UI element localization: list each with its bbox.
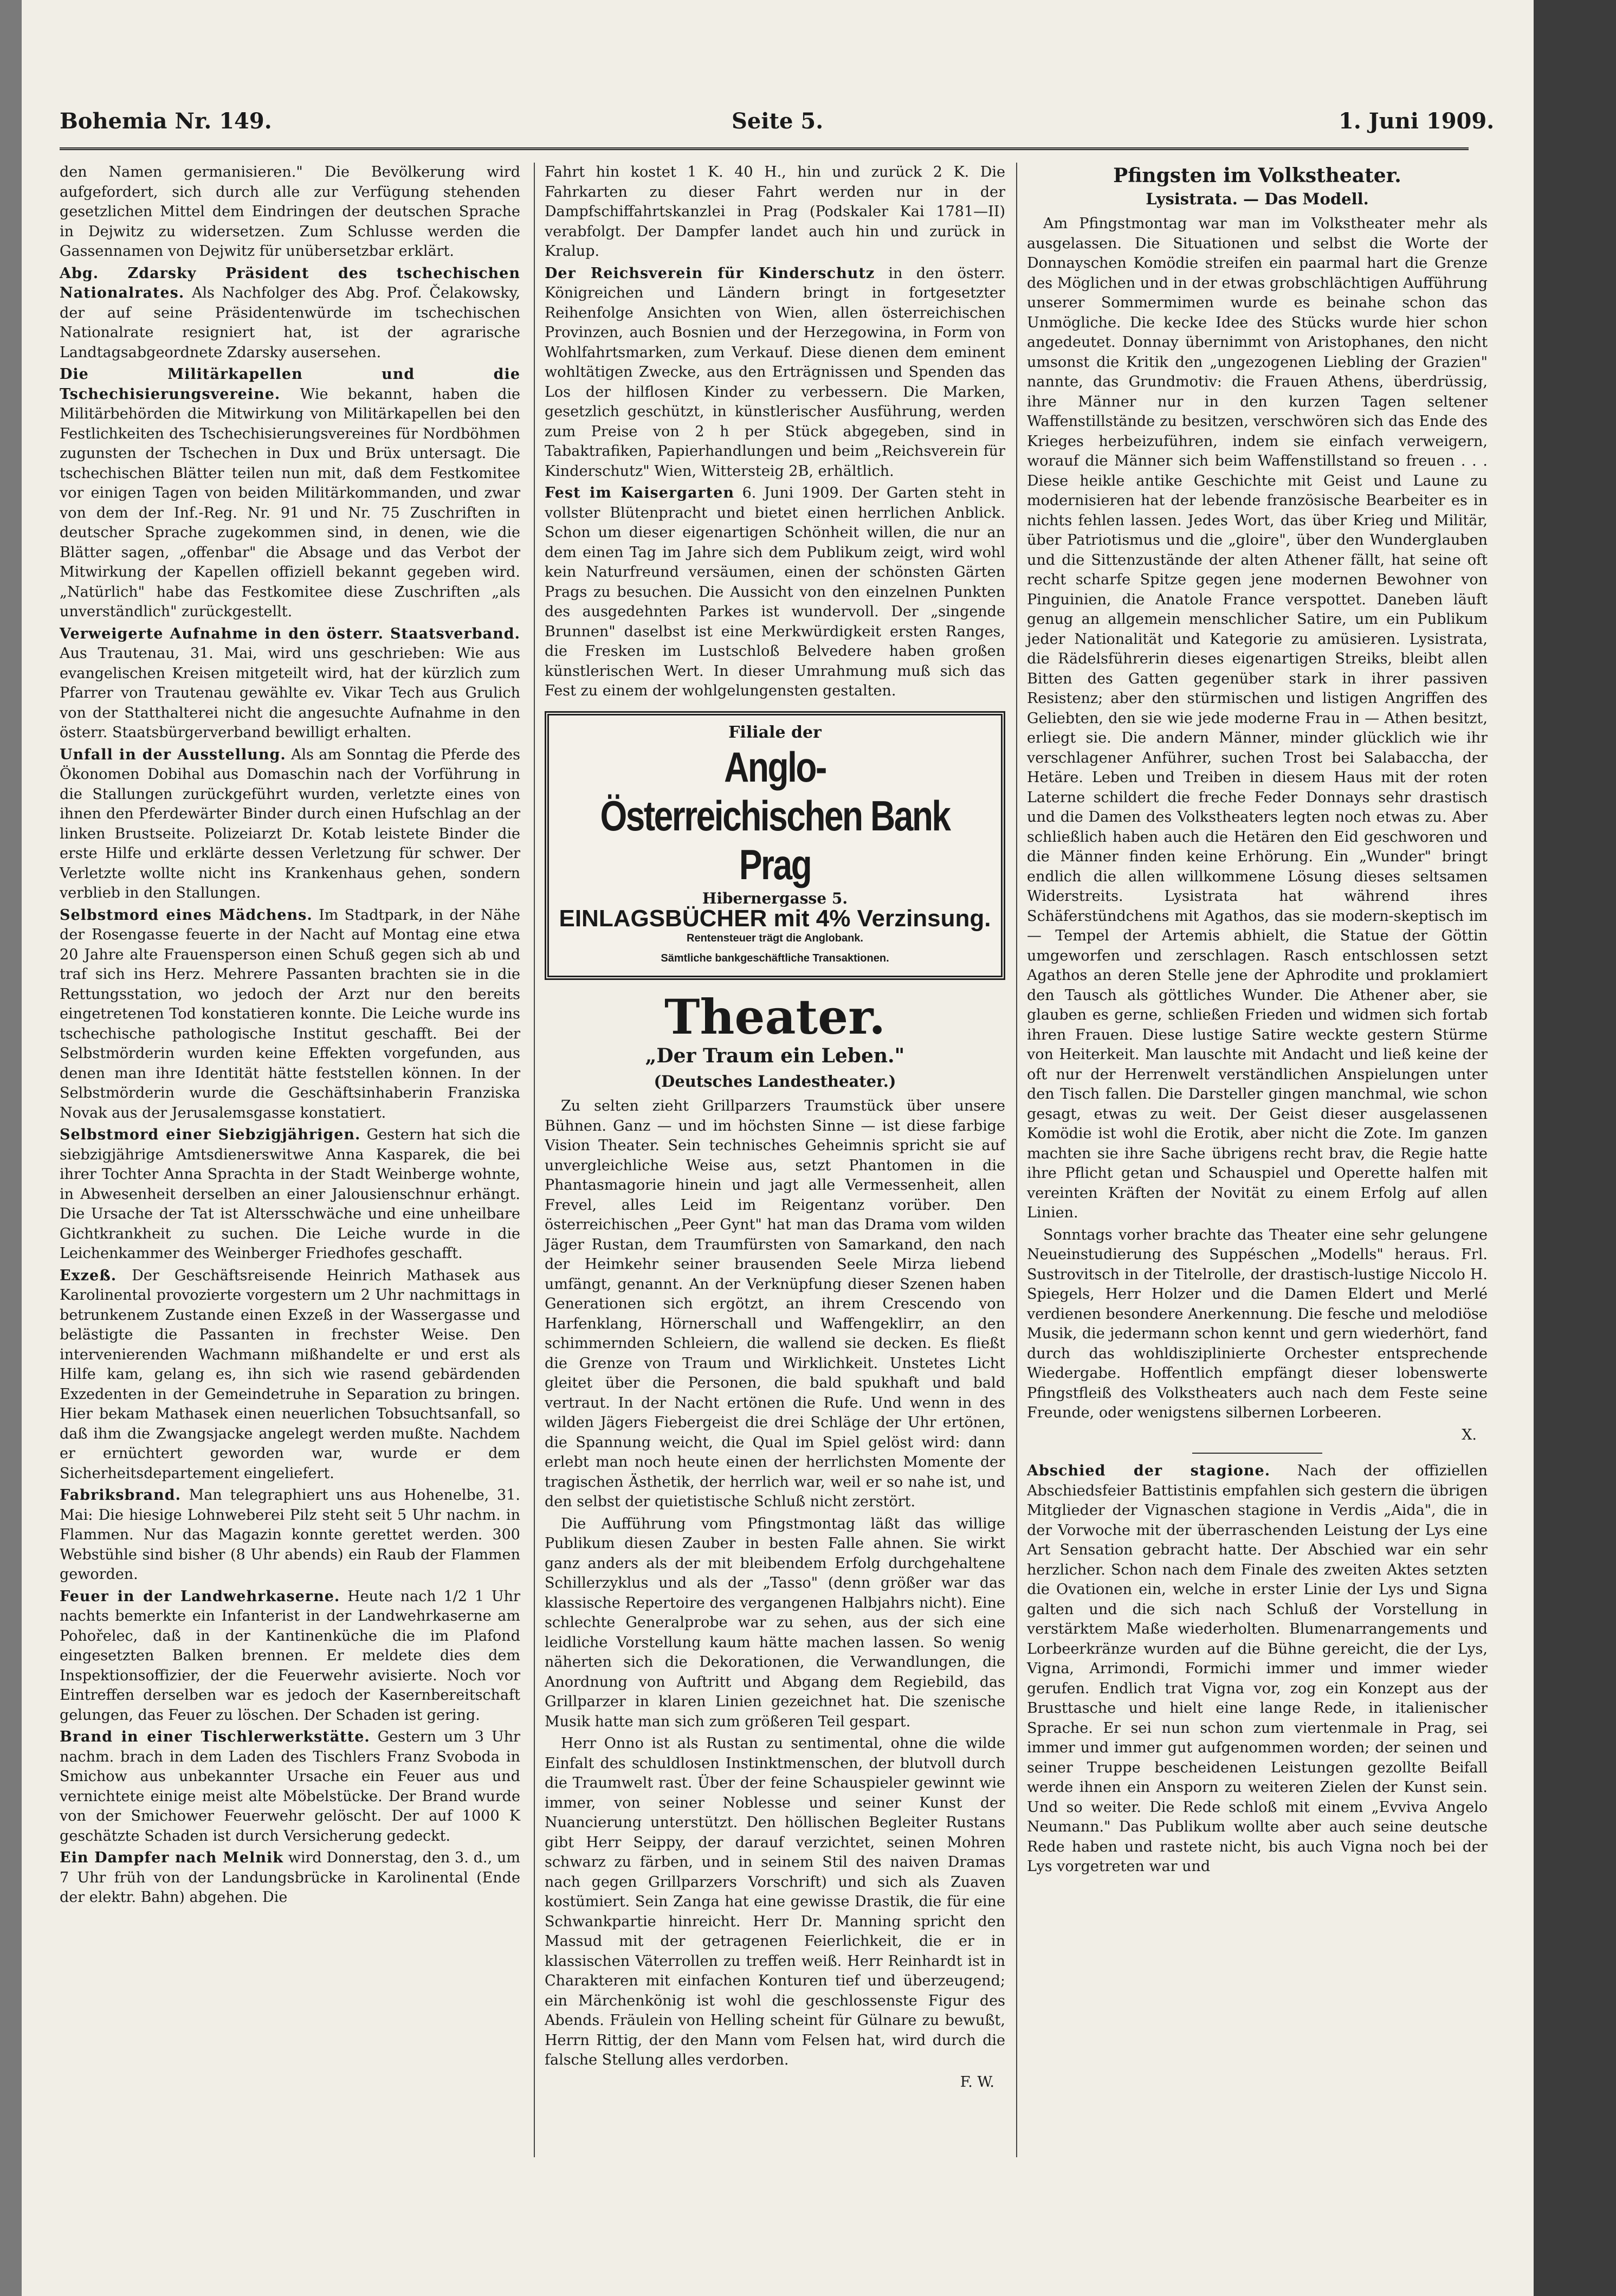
stagione-text: Nach der offiziellen Abschiedsfeier Battistinis empfahlen sich gestern die übrigen Mitglieder der Vignaschen stagione in Verdis „Aida", die in der Vorwoche mit der überraschenden Leistung der Lys eine Art Sensation gebracht hatte. Der Abschied war ein sehr herzlicher. Schon nach dem Finale des zweiten Aktes setzten die Ovationen ein, welche in erster Linie der Lys und Signa galten und die sich nach Schluß der Vorstellung in verstärktem Maße wiederholten. Blumenarrangements und Lorbeerkränze wurden auf die Bühne gereicht, die der Lys, Vigna, Arrimondi, Formichi immer und immer wieder gerufen. Endlich trat Vigna vor, zog ein Konzept aus der Brusttasche und hielt eine lange Rede, in italienischer Sprache. Er sei nun schon zum viertenmale in Prag, sei immer und immer gut aufgenommen worden; der seinen und seiner Truppe bescheidenen Leistungen gezollte Beifall werde ihnen ein Ansporn zu weiteren Zielen der Kunst sein. Und so weiter. Die Rede schloß mit einem „Evviva Angelo Neumann." Das Publikum wollte aber auch seine deutsche Rede haben und rastete nicht, bis auch Vigna noch bei der Lys vorgetreten war und bbox=[1027, 1462, 1488, 1875]
article-text: 6. Juni 1909. Der Garten steht in vollster Blütenpracht und bietet einen herrlichen Anblick. Schon um dieser eigenartigen Schönheit willen, die nur an dem einen Tag im Jahre sich dem Publikum zeigt, wird wohl kein Naturfreund versäumen, einen der schönsten Gärten Prags zu besuchen. Die Aussicht von den einzelnen Punkten des ausgedehnten Parkes ist wundervoll. Der „singende Brunnen" daselbst ist eine Merkwürdigkeit ersten Ranges, die Fresken im Lustschloß Belvedere haben großen künstlerischen Wert. In dieser Umrahmung muß sich das Fest zu einem der wohlgelungensten gestalten. bbox=[545, 485, 1005, 699]
header-page-number: Seite 5. bbox=[732, 108, 824, 134]
section-divider bbox=[1192, 1453, 1322, 1454]
article-lead: Selbstmord einer Siebzigjährigen. bbox=[60, 1126, 361, 1143]
article-lead: Fabriksbrand. bbox=[60, 1487, 181, 1504]
article-paragraph: Die Aufführung vom Pfingstmontag läßt das willige Publikum diesen Zauber in besten Falle ahnen. Sie wirkt ganz anders als der mit bleibendem Erfolg durchgehaltene Schillerzyklus und als der „Tasso" (denn größer war das klassische Repertoire des vergangenen Halbjahrs nicht). Eine schlechte Generalprobe war zu sehen, aus der sich eine leidliche Vorstellung kaum hätte machen lassen. So wenig näherten sich die Dekorationen, die Verwandlungen, die Anordnung von Auftritt und Abgang dem Regiebild, das Grillparzer in klaren Linien gezeichnet hat. Die szenische Musik hatte man sich zum größeren Teil gespart. bbox=[545, 1515, 1005, 1730]
article-lead: Die Militärkapellen und die Tschechisierungsvereine. bbox=[60, 366, 520, 403]
article-text: Man telegraphiert uns aus Hohenelbe, 31. Mai: Die hiesige Lohnweberei Pilz steht seit 5 Uhr nachm. in Flammen. Nur das Magazin konnte gerettet werden. 300 Webstühle sind bisher (8 Uhr abends) ein Raub der Flammen geworden. bbox=[60, 1487, 520, 1583]
column-right bbox=[1027, 163, 1488, 1877]
ad-note-1: Rentensteuer trägt die Anglobank. bbox=[687, 932, 863, 944]
ad-address: Hibernergasse 5. bbox=[702, 889, 848, 907]
stagione-lead: Abschied der stagione. bbox=[1027, 1462, 1271, 1479]
article-paragraph bbox=[60, 1266, 520, 1484]
article-text: Aus Trautenau, 31. Mai, wird uns geschrieben: Wie aus evangelischen Kreisen mitgeteilt wird, hat der kürzlich zum Pfarrer von Trautenau gewählte ev. Vikar Tech aus Grulich von der Statthalterei nicht die angesuchte Aufnahme in den österr. Staatsbürgerverband bewilligt erhalten. bbox=[60, 645, 520, 741]
article-paragraph bbox=[60, 365, 520, 622]
article-lead: Unfall in der Ausstellung. bbox=[60, 746, 286, 763]
article-paragraph bbox=[60, 1727, 520, 1846]
article-lead: Fest im Kaisergarten bbox=[545, 485, 734, 501]
volkstheater-review-body bbox=[1027, 214, 1488, 1423]
theater-venue: (Deutsches Landestheater.) bbox=[654, 1072, 896, 1091]
article-text: den Namen germanisieren." Die Bevölkerung wird aufgefordert, sich durch alle zur Verfügung stehenden gesetzlichen Mittel dem Eindringen der deutschen Sprache in Dejwitz zu widersetzen. Zum Schlusse werden die Gassennamen von Dejwitz für unübersetzbar erklärt. bbox=[60, 164, 520, 260]
article-text: Gestern um 3 Uhr nachm. brach in dem Laden des Tischlers Franz Svoboda in Smichow aus unbekannter Ursache ein Feuer aus und vernichtete einige meist alte Möbelstücke. Der Brand wurde von der Smichower Feuerwehr gelöscht. Der auf 1000 K geschätzte Schaden ist durch Versicherung gedeckt. bbox=[60, 1729, 520, 1844]
article-paragraph bbox=[60, 264, 520, 363]
article-lead: Abg. Zdarsky Präsident des tschechischen Nationalrates. bbox=[60, 265, 520, 301]
article-paragraph bbox=[545, 483, 1005, 701]
page-header bbox=[60, 108, 1495, 141]
scan-edge bbox=[1534, 0, 1616, 2296]
ad-line-1: Filiale der bbox=[728, 723, 822, 742]
column-left bbox=[60, 163, 520, 1910]
article-paragraph bbox=[60, 1587, 520, 1726]
article-lead: Feuer in der Landwehrkaserne. bbox=[60, 1588, 340, 1605]
column-middle-notices bbox=[545, 163, 1005, 701]
article-paragraph bbox=[60, 163, 520, 262]
newspaper-page bbox=[22, 0, 1534, 2296]
article-paragraph bbox=[60, 1125, 520, 1264]
article-text: Der Geschäftsreisende Heinrich Mathasek aus Karolinental provozierte vorgestern um 2 Uhr nachmittags in betrunkenem Zustande einen Exzeß in der Wassergasse und belästigte die Passanten in frechster Weise. Den intervenierenden Wachmann mißhandelte er und erst als Hilfe kam, gelang es, ihn sich wie rasend gebärdenden Exzedenten in der Gemeindetruhe in Separation zu bringen. Hier bekam Mathasek einen neuerlichen Tobsuchtsanfall, so daß ihm die Zwangsjacke angelegt werden mußte. Nachdem er ernüchtert geworden war, wurde er dem Sicherheitsdepartement eingeliefert. bbox=[60, 1267, 520, 1482]
article-paragraph: Zu selten zieht Grillparzers Traumstück über unsere Bühnen. Ganz — und im höchsten Sinne — ist diese farbige Vision Theater. Sein technisches Geheimnis spricht sie auf unvergleichliche Weise aus, setzt Phantomen in die Phantasmagorie hinein und jagt alle Vermessenheit, allen Frevel, alles Leid im Reigentanz vorüber. Den österreichischen „Peer Gynt" hat man das Drama vom wilden Jäger Rustan, dem Traumfürsten von Samarkand, den nach der Heimkehr seiner brausenden Seele Mirza liebend umfängt, genannt. An der Verknüpfung dieser Szenen haben Generationen sich ergötzt, an ihrem Crescendo von Harfenklang, Hörnerschall und Waffengeklirr, an den schimmernden Schleiern, die wallend sie decken. Es fließt die Grenze von Traum und Wirklichkeit. Unstetes Licht gleitet über die Personen, die bald spukhaft und bald vertraut. In der Nacht ertönen die Rufe. Und wenn in des wilden Jägers Fiebergeist die drei Schläge der Uhr ertönen, die Spannung weicht, die Qual im Spiel gelöst wird: dann erlebt man noch heute einen der herrlichsten Momente der tragischen Ästhetik, der herrlich war, weil er so nahe ist, und den selbst der quietistische Schluß nicht zerstört. bbox=[545, 1098, 1005, 1510]
article-lead: Der Reichsverein für Kinderschutz bbox=[545, 265, 875, 282]
article-paragraph bbox=[60, 745, 520, 904]
theater-heading: Theater. bbox=[664, 989, 886, 1045]
header-rule bbox=[60, 147, 1469, 150]
article-paragraph: Am Pfingstmontag war man im Volkstheater mehr als ausgelassen. Die Situationen und selbst die Worte der Donnayschen Komödie streifen ein paarmal hart die Grenze des Möglichen und in der etwas grobschlächtigen Aufführung unserer Sommermimen wurde es beinahe schon das Unmögliche. Die kecke Idee des Stücks wurde hier schon angedeutet. Donnay übernimmt von Aristophanes, den nicht umsonst die Kritik den „ungezogenen Liebling der Grazien" nannte, das Grundmotiv: die Frauen Athens, überdrüssig, ihre Männer nur in den kurzen Tagen seltener Waffenstillstände zu besitzen, verschwören sich das Ende des Krieges herbeizuführen, indem sie einfach verweigern, worauf die Männer sich beim Waffenstillstand so freuen . . . Diese heikle antike Geschichte mit Geist und Laune zu modernisieren hat der lebende französische Bearbeiter es in nichts fehlen lassen. Jedes Wort, das über Krieg und Militär, über Patriotismus und die „gloire", über den Wunderglauben und die Sittenzustände der alten Athener fällt, hat seine oft recht scharfe Spitze gegen jene modernen Bewohner von Pinguinien, die Anatole France verspottet. Daneben läuft genug an allgemein menschlicher Satire, um ein Publikum jeder Nationalität und Kategorie zu amüsieren. Lysistrata, die Rädelsführerin dieses eigenartigen Streiks, bleibt allen Bitten des Gatten gegenüber stark in ihrer passiven Resistenz; aber den stürmischen und listigen Angriffen des Geliebten, den sie wie jede moderne Frau in — Athen besitzt, erliegt sie. Die andern Männer, minder glücklich wie ihr verschlagener Anführer, suchen Trost bei Salabaccha, der Hetäre. Leben und Treiben in diesem Haus mit der roten Laterne schildert die freche Feder Donnays sehr drastisch und die Damen des Volkstheaters legten noch etwas zu. Aber schließlich haben auch die Hetären den Eid geschworen und die Männer finden keine Erhörung. Ein „Wunder" bringt endlich die allen willkommene Lösung dieses seltsamen Widerstreits. Lysistrata hat während ihres Schäferstündchens mit Agathos, das sie modern-skeptisch im — Tempel der Artemis abhielt, die Statue der Göttin umgeworfen und zerschlagen. Rasch entschlossen setzt Agathos an deren Stelle jene der Aphrodite und proklamiert den Tausch als göttliches Wunder. Die Athener aber, sie glauben es gerne, schließen Frieden und widmen sich fortab ihren Frauen. Diese lustige Satire weckte gestern Stürme von Heiterkeit. Man lauschte mit Andacht und ließ keine der oft nur der Herrenwelt verständlichen Anspielungen unter den Tisch fallen. Die Darsteller gingen manchmal, wie schon gesagt, etwas zu weit. Der Geist dieser ausgelassenen Komödie ist wohl die Erotik, aber nicht die Zote. Im ganzen machten sie ihre Sache übrigens recht brav, die Regie hatte ihre Pflicht getan und Schauspiel und Operette halfen mit vereinten Kräften der Novität zu einem Erfolg auf allen Linien. bbox=[1027, 215, 1488, 1221]
ad-offer: EINLAGSBÜCHER mit 4% Verzinsung. bbox=[559, 905, 991, 932]
article-paragraph bbox=[545, 163, 1005, 262]
header-issue: Bohemia Nr. 149. bbox=[60, 108, 272, 134]
article-paragraph: Sonntags vorher brachte das Theater eine sehr gelungene Neueinstudierung des Suppéschen „Modells" heraus. Frl. Sustrovitsch in der Titelrolle, der drastisch-lustige Niccolo H. Spiegels, Herr Holzer und die Damen Eldert und Merlé verdienen besondere Anerkennung. Die fesche und melodiöse Musik, die jedermann schon kennt und gern wiederhört, fand durch das wohldisziplinierte Orchester entsprechende Wiedergabe. Hoffentlich empfängt dieser lobenswerte Pfingstfleiß des Volkstheaters auch nach dem Feste seine Freunde, oder wenigstens silbernen Lorbeeren. bbox=[1027, 1226, 1488, 1421]
article-text: in den österr. Königreichen und Ländern bringt in fortgesetzter Reihenfolge Ansichten von Wien, allen österreichischen Provinzen, auch Bosnien und der Herzegowina, in Form von Wohlfahrtsmarken, zum Verkauf. Diese dienen dem eminent wohltätigen Zwecke, aus den Erträgnissen und Spenden das Los der hilflosen Kinder zu verbessern. Die Marken, gesetzlich geschützt, in künstlerischer Ausführung, werden zum Preise von 2 h per Stück abgegeben, sind in Tabaktrafiken, Papierhandlungen und beim „Reichsverein für Kinderschutz" Wien, Wittersteig 2B, erhältlich. bbox=[545, 265, 1005, 480]
column-middle bbox=[545, 163, 1005, 2092]
header-date: 1. Juni 1909. bbox=[1339, 108, 1495, 134]
article-text: Fahrt hin kostet 1 K. 40 H., hin und zurück 2 K. Die Fahrkarten zu dieser Fahrt werden nur in der Dampfschiffahrtskanzlei in Prag (Podskaler Kai 1781—II) verabfolgt. Der Dampfer landet auch hin und zurück in Kralup. bbox=[545, 164, 1005, 260]
article-text: Gestern hat sich die siebzigjährige Amtsdienerswitwe Anna Kasparek, die bei ihrer Tochter Anna Sprachta in der Stadt Weinberge wohnte, in Abwesenheit derselben an einer Jalousienschnur erhängt. Die Ursache der Tat ist Altersschwäche und eine unheilbare Gichtkrankheit zu suchen. Die Leiche wurde in die Leichenkammer des Weinberger Friedhofes geschafft. bbox=[60, 1126, 520, 1262]
article-paragraph bbox=[60, 906, 520, 1124]
article-text: Wie bekannt, haben die Militärbehörden die Mitwirkung von Militärkapellen bei den Festlichkeiten des Tschechisierungsvereines für Nordböhmen zugunsten der Tschechen in Dux und Brüx untersagt. Die tschechischen Blätter teilen nun mit, daß dem Festkomitee vor einigen Tagen von beiden Militärkommanden, und zwar von dem der Inf.-Reg. Nr. 91 und Nr. 75 Zuschriften in deutscher Sprache zugekommen sind, in denen, wie die Blätter sagen, „offenbar" die Absage und das Verbot der Mitwirkung der Kapellen offiziell bekannt gegeben wird. „Natürlich" habe das Festkomitee diese Zuschriften „als unverständlich" zurückgestellt. bbox=[60, 385, 520, 620]
column-divider-2 bbox=[1016, 163, 1017, 2157]
article-lead: Brand in einer Tischlerwerkstätte. bbox=[60, 1729, 370, 1745]
article-text: Im Stadtpark, in der Nähe der Rosengasse feuerte in der Nacht auf Montag eine etwa 20 Jahre alte Frauensperson einen Schuß gegen sich ab und traf sich ins Herz. Mehrere Passanten brachten sie in die Rettungsstation, wo jedoch der Arzt nur den bereits eingetretenen Tod konstatieren konnte. Die Leiche wurde ins tschechische pathologische Institut geschafft. Bei der Selbstmörderin wurden keine Effekten vorgefunden, aus denen man ihre Identität hätte feststellen können. In der Selbstmörderin wurde die Geschäftsinhaberin Franziska Novak aus der Jerusalemsgasse konstatiert. bbox=[60, 906, 520, 1121]
article-lead: Ein Dampfer nach Melnik bbox=[60, 1849, 283, 1866]
volkstheater-subheading: Lysistrata. — Das Modell. bbox=[1146, 189, 1369, 208]
article-lead: Exzeß. bbox=[60, 1267, 117, 1284]
article-text: Heute nach 1/2 1 Uhr nachts bemerkte ein Infanterist in der Landwehrkaserne am Pohořelec, daß in der Kantinenküche die im Plafond eingesetzten Balken brennen. Er meldete dies dem Inspektionsoffizier, der die Feuerwehr avisierte. Noch vor Eintreffen derselben war es jedoch der Kasernbereitschaft gelungen, das Feuer zu löschen. Der Schaden ist gering. bbox=[60, 1588, 520, 1724]
volkstheater-signature: X. bbox=[1462, 1426, 1477, 1443]
article-text: Als am Sonntag die Pferde des Ökonomen Dobihal aus Domaschin nach der Vorführung in die Stallungen zurückgeführt wurden, verletzte eines von ihnen den Pferdewärter Binder durch einen Hufschlag an der linken Brustseite. Polizeiarzt Dr. Kotab leistete Binder die erste Hilfe und erklärte dessen Verletzung für schwer. Der Verletzte wollte nicht ins Krankenhaus gehen, sondern verblieb in den Stallungen. bbox=[60, 746, 520, 901]
article-lead: Selbstmord eines Mädchens. bbox=[60, 906, 313, 924]
theater-signature: F. W. bbox=[960, 2073, 994, 2091]
article-lead: Verweigerte Aufnahme in den österr. Staatsverband. bbox=[60, 625, 520, 642]
article-text: Als Nachfolger des Abg. Prof. Čelakowsky, der auf seine Präsidentenwürde im tschechischen Nationalrate resigniert hat, ist der agrarische Landtagsabgeordnete Zdarsky ausersehen. bbox=[60, 285, 520, 361]
ad-note-2: Sämtliche bankgeschäftliche Transaktionen. bbox=[661, 952, 889, 964]
theater-review-body bbox=[545, 1097, 1005, 2071]
volkstheater-heading: Pfingsten im Volkstheater. bbox=[1113, 164, 1401, 187]
article-paragraph: Herr Onno ist als Rustan zu sentimental, ohne die wilde Einfalt des schuldlosen Instinktmenschen, der blutvoll durch die Traumwelt rast. Über der feine Schauspieler gewinnt wie immer, von seiner Noblesse und seiner Kunst der Nuancierung unterstützt. Den höllischen Begleiter Rustans gibt Herr Seippy, der darauf verzichtet, seinen Mohren schwarz zu färben, und in seinem Stil des naiven Dramas nach gegen Grillparzers Vorschrift) und sich als Zuaven kostümiert. Sein Zanga hat eine gewisse Drastik, die für eine Schwankpartie hinreicht. Herr Dr. Manning spricht den Massud mit der getragenen Feierlichkeit, die er in klassischen Väterrollen zu treffen weiß. Herr Reinhardt ist in Charakteren mit einfachen Konturen tief und überzeugend; ein Märchenkönig ist wohl die geschlossenste Figur des Abends. Fräulein von Helling scheint für Gülnare zu bewußt, Herrn Rittig, der den Mann vom Felsen hat, wird durch die falsche Stellung alles verdorben. bbox=[545, 1735, 1005, 2068]
article-paragraph bbox=[545, 264, 1005, 482]
article-text: wird Donnerstag, den 3. d., um 7 Uhr früh von der Landungsbrücke in Karolinental (Ende der elektr. Bahn) abgehen. Die bbox=[60, 1849, 521, 1906]
theater-play-title: „Der Traum ein Leben." bbox=[645, 1044, 905, 1067]
article-paragraph bbox=[60, 1848, 520, 1908]
bank-advertisement bbox=[545, 711, 1005, 981]
article-paragraph bbox=[60, 1486, 520, 1585]
article-paragraph bbox=[60, 624, 520, 743]
ad-bank-name: Anglo-Österreichischen Bank Prag bbox=[600, 743, 950, 888]
column-divider-1 bbox=[534, 163, 535, 2157]
stagione-article bbox=[1027, 1461, 1488, 1877]
